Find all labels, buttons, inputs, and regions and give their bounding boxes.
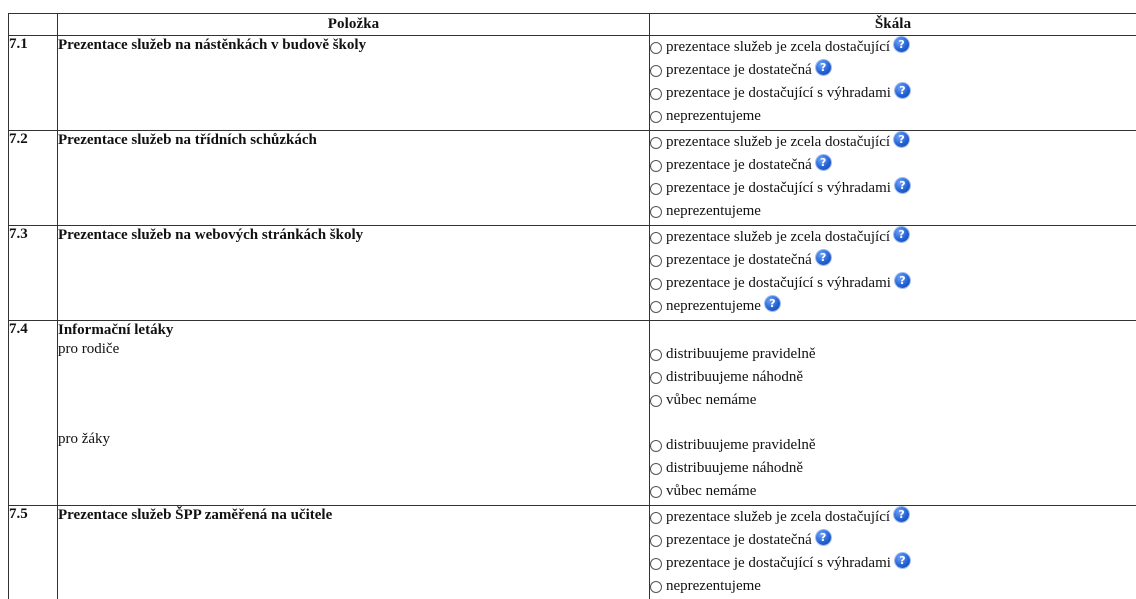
option-with-reservations[interactable]	[650, 177, 1136, 200]
scale-cell	[650, 226, 1136, 321]
option-none-parents[interactable]	[650, 389, 1136, 412]
scale-cell	[650, 506, 1136, 599]
option-not-presented[interactable]	[650, 105, 1136, 128]
radio-button[interactable]	[650, 111, 662, 123]
row-number: 7.2	[9, 131, 58, 226]
option-none-pupils[interactable]	[650, 480, 1136, 503]
survey-table	[8, 13, 1136, 599]
radio-button[interactable]	[650, 278, 662, 290]
radio-button[interactable]	[650, 463, 662, 475]
option-randomly-parents[interactable]	[650, 366, 1136, 389]
item-title: Prezentace služeb na třídních schůzkách	[58, 132, 317, 148]
radio-button[interactable]	[650, 558, 662, 570]
help-icon[interactable]: ?	[816, 60, 831, 75]
radio-button[interactable]	[650, 232, 662, 244]
option-label: distribuujeme pravidelně	[666, 346, 816, 362]
scale-cell	[650, 321, 1136, 506]
header-scale: Škála	[650, 14, 1136, 36]
radio-button[interactable]	[650, 301, 662, 313]
row-number: 7.5	[9, 506, 58, 599]
option-label: prezentace je dostačující s výhradami	[666, 180, 891, 196]
option-label: prezentace služeb je zcela dostačující	[666, 509, 891, 525]
item-cell	[58, 226, 650, 321]
option-label: prezentace je dostačující s výhradami	[666, 85, 891, 101]
option-label: prezentace služeb je zcela dostačující	[666, 134, 891, 150]
radio-button[interactable]	[650, 535, 662, 547]
option-label: neprezentujeme	[666, 298, 761, 314]
header-item: Položka	[58, 14, 650, 36]
radio-button[interactable]	[650, 183, 662, 195]
radio-button[interactable]	[650, 349, 662, 361]
help-icon[interactable]: ?	[816, 155, 831, 170]
table-row	[9, 506, 1136, 599]
radio-button[interactable]	[650, 512, 662, 524]
option-with-reservations[interactable]	[650, 82, 1136, 105]
help-icon[interactable]: ?	[895, 178, 910, 193]
scale-cell	[650, 131, 1136, 226]
spacer	[650, 412, 1136, 434]
option-regularly-pupils[interactable]	[650, 434, 1136, 457]
option-fully-sufficient[interactable]	[650, 131, 1136, 154]
item-cell	[58, 131, 650, 226]
option-sufficient[interactable]	[650, 249, 1136, 272]
sub-item-parents: pro rodiče	[58, 341, 120, 357]
item-cell	[58, 36, 650, 131]
option-with-reservations[interactable]	[650, 272, 1136, 295]
option-fully-sufficient[interactable]	[650, 226, 1136, 249]
option-label: prezentace je dostačující s výhradami	[666, 275, 891, 291]
row-number: 7.4	[9, 321, 58, 506]
radio-button[interactable]	[650, 395, 662, 407]
table-row	[9, 226, 1136, 321]
item-title: Prezentace služeb na nástěnkách v budově školy	[58, 37, 367, 53]
option-label: neprezentujeme	[666, 203, 761, 219]
item-title: Informační letáky	[58, 322, 174, 338]
item-title: Prezentace služeb ŠPP zaměřená na učitele	[58, 507, 333, 523]
radio-button[interactable]	[650, 440, 662, 452]
radio-button[interactable]	[650, 160, 662, 172]
help-icon[interactable]: ?	[816, 530, 831, 545]
help-icon[interactable]: ?	[895, 83, 910, 98]
option-label: prezentace je dostatečná	[666, 252, 812, 268]
radio-button[interactable]	[650, 486, 662, 498]
option-sufficient[interactable]	[650, 59, 1136, 82]
option-label: distribuujeme pravidelně	[666, 437, 816, 453]
radio-button[interactable]	[650, 581, 662, 593]
table-row	[9, 321, 1136, 506]
row-number: 7.1	[9, 36, 58, 131]
option-not-presented[interactable]	[650, 200, 1136, 223]
radio-button[interactable]	[650, 206, 662, 218]
option-label: distribuujeme náhodně	[666, 460, 804, 476]
option-label: vůbec nemáme	[666, 392, 757, 408]
option-fully-sufficient[interactable]	[650, 506, 1136, 529]
option-label: prezentace je dostatečná	[666, 157, 812, 173]
radio-button[interactable]	[650, 372, 662, 384]
option-label: neprezentujeme	[666, 108, 761, 124]
help-icon[interactable]: ?	[895, 553, 910, 568]
table-row	[9, 36, 1136, 131]
radio-button[interactable]	[650, 42, 662, 54]
option-not-presented[interactable]	[650, 295, 1136, 318]
scale-cell	[650, 36, 1136, 131]
option-label: prezentace je dostatečná	[666, 532, 812, 548]
option-regularly-parents[interactable]	[650, 343, 1136, 366]
option-fully-sufficient[interactable]	[650, 36, 1136, 59]
option-label: distribuujeme náhodně	[666, 369, 804, 385]
option-sufficient[interactable]	[650, 529, 1136, 552]
option-label: neprezentujeme	[666, 578, 761, 594]
spacer	[58, 359, 649, 430]
sub-item-pupils: pro žáky	[58, 431, 111, 447]
option-label: prezentace služeb je zcela dostačující	[666, 39, 891, 55]
option-with-reservations[interactable]	[650, 552, 1136, 575]
item-title: Prezentace služeb na webových stránkách školy	[58, 227, 364, 243]
item-cell	[58, 506, 650, 599]
help-icon[interactable]: ?	[894, 37, 909, 52]
table-row	[9, 131, 1136, 226]
option-label: prezentace je dostačující s výhradami	[666, 555, 891, 571]
item-cell	[58, 321, 650, 506]
radio-button[interactable]	[650, 255, 662, 267]
radio-button[interactable]	[650, 137, 662, 149]
help-icon[interactable]: ?	[895, 273, 910, 288]
help-icon[interactable]: ?	[894, 227, 909, 242]
help-icon[interactable]: ?	[894, 132, 909, 147]
option-label: prezentace je dostatečná	[666, 62, 812, 78]
option-not-presented[interactable]	[650, 575, 1136, 598]
radio-button[interactable]	[650, 88, 662, 100]
help-icon[interactable]: ?	[816, 250, 831, 265]
option-label: vůbec nemáme	[666, 483, 757, 499]
help-icon[interactable]: ?	[894, 507, 909, 522]
radio-button[interactable]	[650, 65, 662, 77]
spacer	[650, 321, 1136, 343]
table-header-row	[9, 14, 1136, 36]
option-randomly-pupils[interactable]	[650, 457, 1136, 480]
option-label: prezentace služeb je zcela dostačující	[666, 229, 891, 245]
option-sufficient[interactable]	[650, 154, 1136, 177]
help-icon[interactable]: ?	[765, 296, 780, 311]
row-number: 7.3	[9, 226, 58, 321]
header-number-cell	[9, 14, 58, 36]
